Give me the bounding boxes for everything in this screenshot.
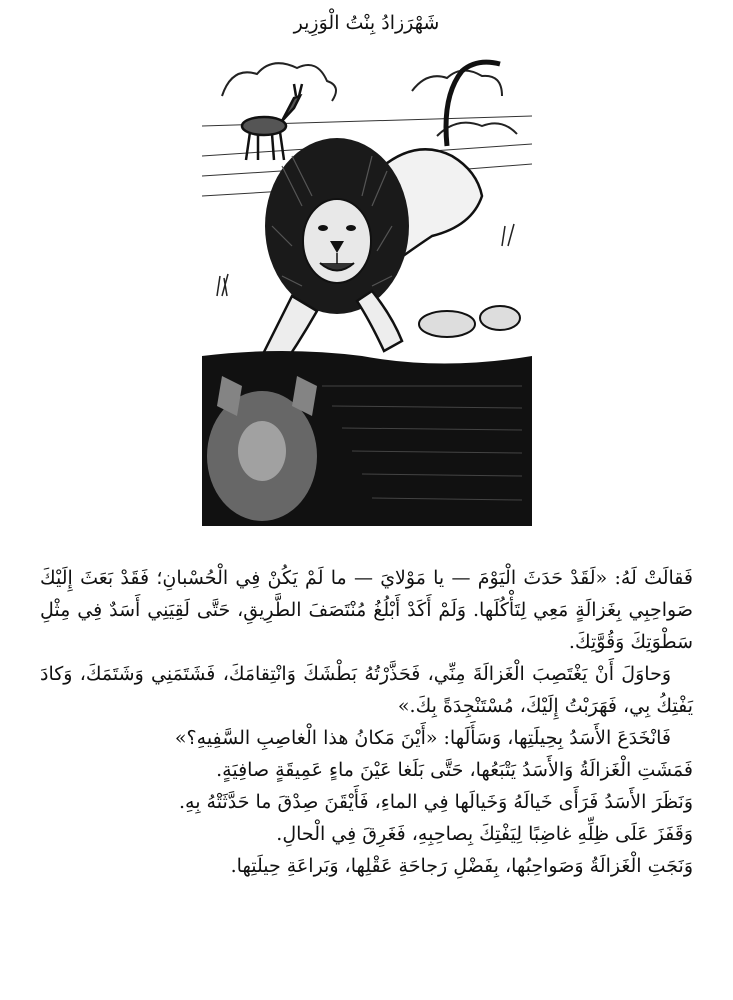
story-paragraph: وَنَجَتِ الْغَزالَةُ وَصَواحِبُها، بِفَضْلِ رَجاحَةِ عَقْلِها، وَبَراعَةِ حِيلَتِها.: [230, 855, 693, 877]
story-paragraph: فَقالَتْ لَهُ: «لَقَدْ حَدَثَ الْيَوْمَ — يا مَوْلايَ — ما لَمْ يَكُنْ فِي الْحُسْبانِ؛ فَقَدْ بَعَثَ إِلَيْكَ صَواحِبِي بِغَزالَةٍ مَعِي لِتَأْكُلَها. وَلَمْ أَكَدْ أَبْلُغُ مُنْتَصَفَ الطَّرِيقِ، حَتَّى لَقِيَنِي أَسَدٌ فِي مِثْلِ سَطْوَتِكَ وَقُوَّتِكَ.: [40, 567, 693, 653]
lion-face: [303, 199, 371, 283]
story-paragraph: وَقَفَزَ عَلَى ظِلِّهِ غاضِبًا لِيَفْتِكَ بِصاحِبِهِ، فَغَرِقَ فِي الْحالِ.: [276, 823, 693, 845]
story-paragraph: وَحاوَلَ أَنْ يَغْتَصِبَ الْغَزالَةَ مِنِّي، فَحَذَّرْتُهُ بَطْشَكَ وَانْتِقامَكَ، فَشَتَمَنِي وَشَتَمَكَ، وَكادَ يَفْتِكُ بِي، فَهَرَبْتُ إِلَيْكَ، مُسْتَنْجِدَةً بِكَ.»: [40, 663, 693, 717]
page-title: شَهْرَزادُ بِنْتُ الْوَزِير: [293, 12, 440, 34]
lion-reflection: [207, 376, 317, 521]
story-paragraph: فَانْخَدَعَ الأَسَدُ بِحِيلَتِها، وَسَأَلَها: «أَيْنَ مَكانُ هذا الْغاصِبِ السَّفِيهِ؟»: [174, 727, 671, 749]
story-paragraph: فَمَشَتِ الْغَزالَةُ وَالأَسَدُ يَتْبَعُها، حَتَّى بَلَغا عَيْنَ ماءٍ عَمِيقَةٍ صافِيَةٍ.: [216, 759, 693, 781]
lion-illustration: [202, 56, 532, 526]
story-illustration: [202, 56, 532, 526]
story-text: [40, 562, 693, 882]
story-paragraph: وَنَظَرَ الأَسَدُ فَرَأَى خَيالَهُ وَخَيالَها فِي الماءِ، فَأَيْقَنَ صِدْقَ ما حَدَّثَتْهُ بِهِ.: [178, 791, 693, 813]
